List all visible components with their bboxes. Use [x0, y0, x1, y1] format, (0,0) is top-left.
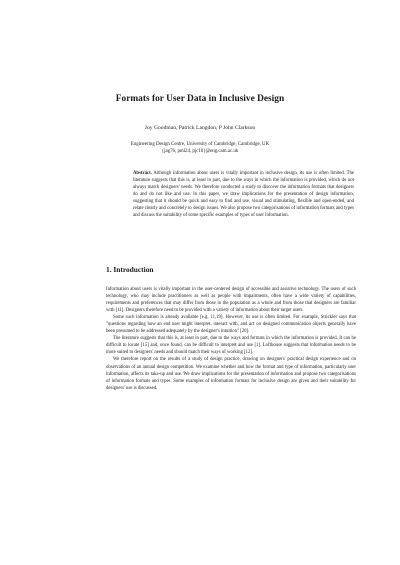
affiliation-institution: Engineering Design Centre, University of Cambridge, Cambridge, UK — [130, 142, 270, 147]
abstract — [133, 170, 354, 219]
body-paragraph: Some such information is already available [e.g. 11,19]. However, its use is often limited. For example, Strickler says that "questions regarding how an end user might interpret, interact with, and act on designed communication objects generally have been presumed to be addressed adequately by the designer's intuition" [20]. — [106, 315, 356, 335]
body-paragraph: Information about users is vitally important in the user-centered design of accessible and assistive technology. The users of such technology, who may include practitioners as well as people with impairments, often have a wide variety of capabilities, requirements and preferences that may differ from those in the population as a whole and from those that designers are familiar with [11]. Designers therefore need to be provided with a variety of information about their target users. — [106, 287, 356, 314]
section-body — [106, 286, 356, 392]
paper-title: Formats for User Data in Inclusive Design — [115, 94, 285, 104]
author-list: Joy Goodman, Patrick Langdon, P John Clarkson — [144, 125, 256, 131]
body-paragraph: We therefore report on the results of a study of design practice, drawing on designers' practical design experience and on observations of an annual design competition. We examine whether and how the format and type of information, particularly user information, affects its take-up and use. We draw implications for the presentation of information and propose two categorisations of information formats and types. Some examples of information formats for inclusive design are given and their suitability for designers' use is discussed. — [106, 357, 356, 391]
affiliation — [60, 141, 340, 155]
affiliation-emails: {jag76, pml24, pjc10}@eng.cam.ac.uk — [161, 149, 239, 155]
abstract-text: Although information about users is vitally important in inclusive design, its use is often limited. The literature suggests that this is, at least in part, due to the ways in which the information is provided, which do not always match designers' needs. We therefore conducted a study to discover the information formats that designers do and do not like and use. In this paper, we draw implications for the presentation of design information, suggesting that it should be quick and easy to find and use, visual and stimulating, flexible and open-ended, and relate clearly and concretely to design issues. We also propose two categorisations of information formats and types and discuss the suitability of some specific examples of types of user information. — [133, 171, 354, 219]
abstract-label: Abstract. — [133, 171, 152, 176]
body-paragraph: The literature suggests that this is, at least in part, due to the ways and formats in which the information is provided. It can be difficult to locate [15] and, once found, can be difficult to interpret and use [1]. Lofthouse suggests that information needs to be more suited to designers' needs and should match their ways of working [12]. — [106, 336, 356, 356]
section-heading: 1. Introduction — [106, 265, 154, 274]
